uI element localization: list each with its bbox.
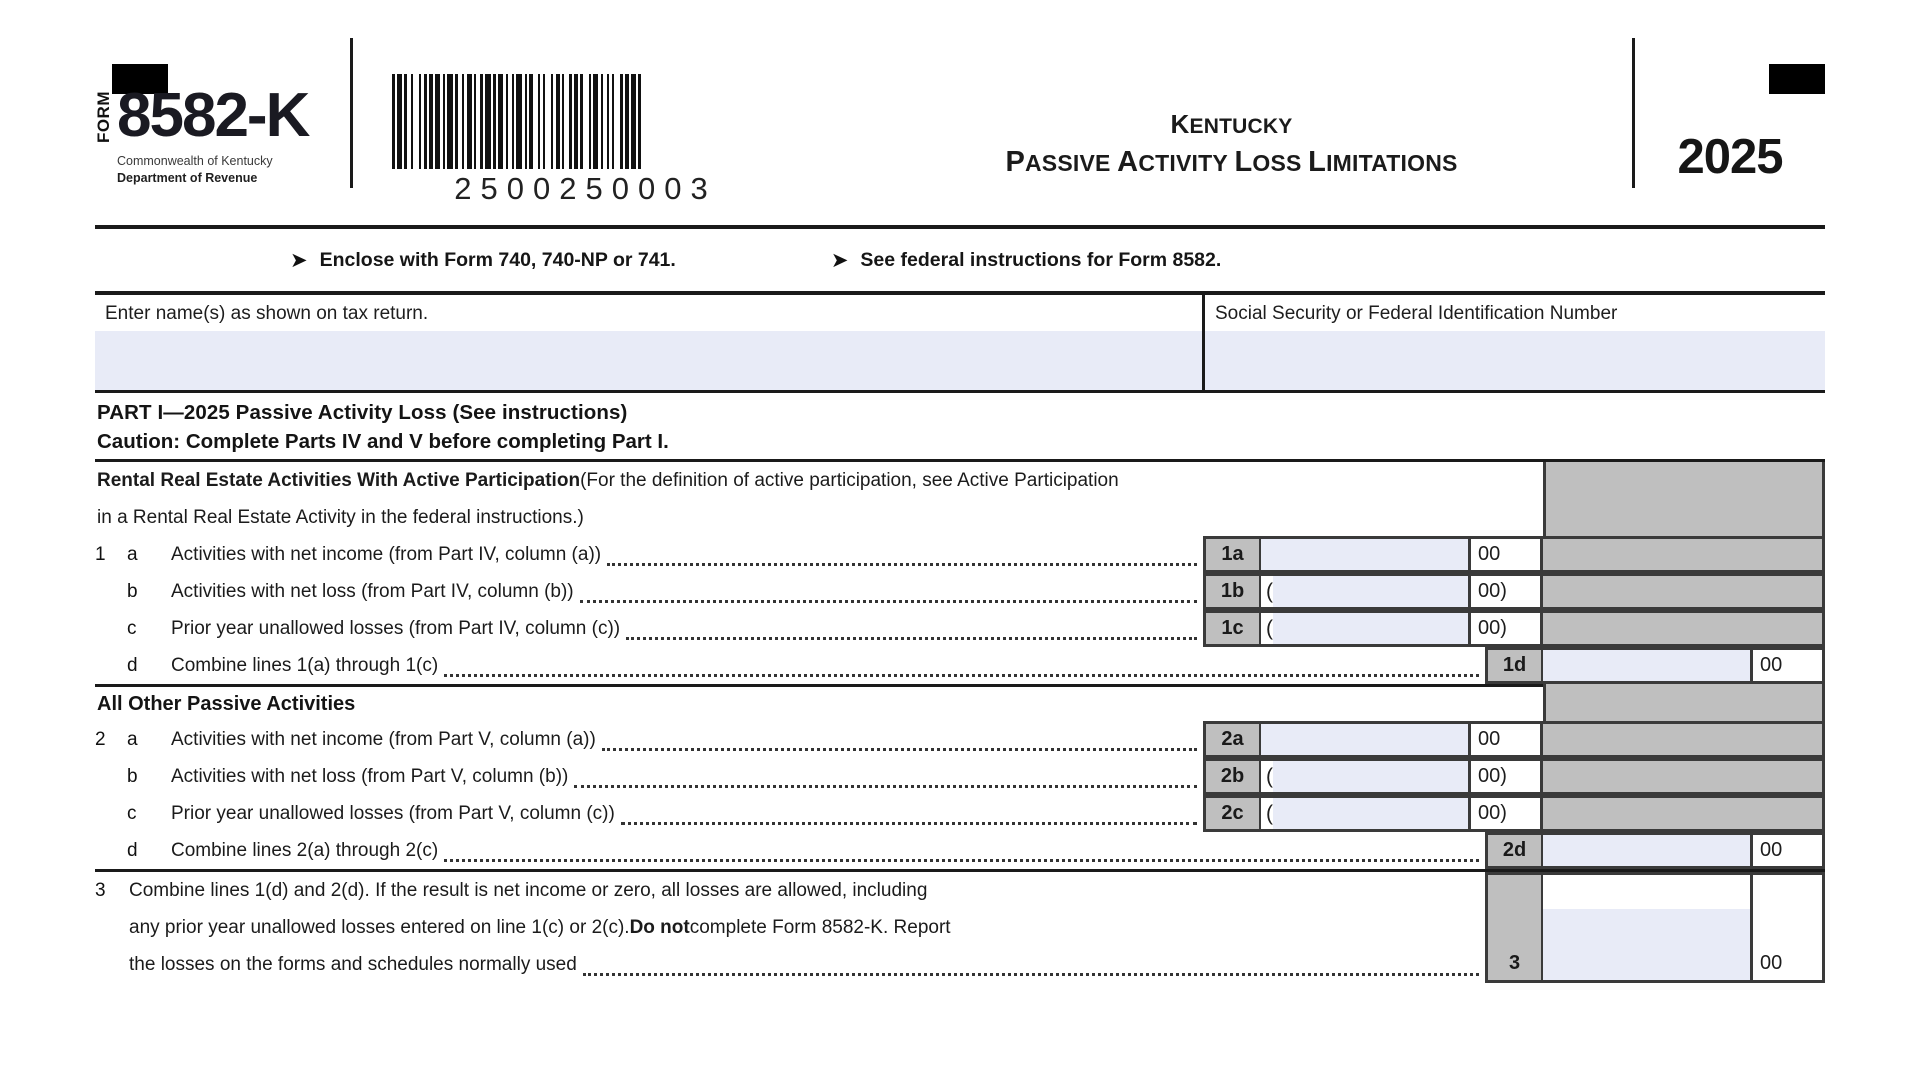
- enclose-instruction-2: [831, 249, 1221, 272]
- line3-number-blank: [95, 909, 127, 946]
- line3-row-2: [95, 909, 1825, 946]
- cents-label: 00): [1471, 573, 1543, 610]
- gray-filler: [1543, 721, 1825, 758]
- form-line-row: [95, 795, 1825, 832]
- amount-input[interactable]: [1543, 832, 1753, 869]
- line2-rows: [95, 721, 1825, 869]
- form-line-row: [95, 536, 1825, 573]
- leader-dots: [621, 821, 1197, 825]
- leader-dots: [580, 599, 1197, 603]
- line3-box-spacer-mid: [1485, 909, 1543, 946]
- amount-input[interactable]: [1261, 721, 1471, 758]
- other-passive-section: [95, 684, 1825, 869]
- line-letter: d: [127, 839, 138, 861]
- line-number-box: 1a: [1203, 536, 1261, 573]
- gray-filler: [1543, 462, 1825, 499]
- rental-heading-text-2: in a Rental Real Estate Activity in the federal instructions.): [97, 506, 584, 528]
- title-state: KENTUCKY: [1170, 108, 1293, 139]
- line-description: Combine lines 1(a) through 1(c): [171, 654, 439, 676]
- amount-input[interactable]: [1261, 758, 1471, 795]
- line-number-box: 1b: [1203, 573, 1261, 610]
- form-line-row: [95, 573, 1825, 610]
- line-description: Combine lines 2(a) through 2(c): [171, 839, 439, 861]
- gray-filler: [1543, 536, 1825, 573]
- line-letter: a: [127, 543, 138, 565]
- leader-dots: [574, 784, 1197, 788]
- amount-input[interactable]: [1261, 536, 1471, 573]
- form-line-row: [95, 647, 1825, 684]
- part1-heading: PART I—2025 Passive Activity Loss (See instructions): [97, 401, 628, 424]
- leader-dots: [607, 562, 1197, 566]
- cents-label: 00): [1471, 610, 1543, 647]
- rental-section: [95, 462, 1825, 684]
- form-line-row: [95, 832, 1825, 869]
- line-description: Prior year unallowed losses (from Part V, column (c)): [171, 802, 615, 824]
- line3-amount-spacer-top: [1543, 872, 1753, 909]
- line-letter: d: [127, 654, 138, 676]
- open-paren: (: [1261, 761, 1273, 792]
- line-number-box: 2b: [1203, 758, 1261, 795]
- line-number-box: 1d: [1485, 647, 1543, 684]
- leader-dots: [626, 636, 1197, 640]
- open-paren: (: [1261, 798, 1273, 829]
- leader-dots: [602, 747, 1197, 751]
- amount-input[interactable]: [1261, 610, 1471, 647]
- enclose-instruction-1-text: Enclose with Form 740, 740-NP or 741.: [319, 248, 676, 271]
- gray-filler: [1543, 499, 1825, 536]
- line-number-box: 2c: [1203, 795, 1261, 832]
- ssn-field-group: [1205, 295, 1825, 390]
- amount-input[interactable]: [1543, 647, 1753, 684]
- line3-number-blank2: [95, 946, 127, 983]
- form-word-label: FORM: [94, 91, 113, 144]
- line-number: [95, 795, 127, 832]
- line3-box-spacer-top: [1485, 872, 1543, 909]
- line3-cents: 00: [1753, 946, 1825, 983]
- title-main: PASSIVE ACTIVITY LOSS LIMITATIONS: [1005, 146, 1458, 179]
- header-divider-left: [350, 38, 353, 188]
- line1-rows: [95, 536, 1825, 684]
- line-letter: c: [127, 802, 137, 824]
- cents-label: 00: [1753, 832, 1825, 869]
- line3-number: 3: [95, 879, 106, 901]
- agency-block: [117, 153, 308, 188]
- leader-dots: [444, 673, 1479, 677]
- form-identity-block: [95, 65, 350, 225]
- rental-heading-row-2: [95, 499, 1825, 536]
- part1-caution: Caution: Complete Parts IV and V before completing Part I.: [95, 427, 1825, 462]
- name-field-label: Enter name(s) as shown on tax return.: [105, 303, 429, 324]
- other-passive-heading: All Other Passive Activities: [95, 684, 1543, 721]
- line3-section: [95, 869, 1825, 983]
- gray-filler: [1543, 684, 1825, 721]
- leader-dots: [444, 858, 1479, 862]
- line3-text-1: Combine lines 1(d) and 2(d). If the result is net income or zero, all losses are allowed, including: [129, 879, 928, 901]
- form-line-row: [95, 721, 1825, 758]
- line-number: [95, 573, 127, 610]
- ssn-input[interactable]: [1205, 331, 1825, 390]
- line3-row-3: [95, 946, 1825, 983]
- leader-dots: [583, 972, 1479, 976]
- agency-commonwealth: Commonwealth of Kentucky: [117, 154, 273, 169]
- cents-label: 00: [1471, 536, 1543, 573]
- line-description: Activities with net loss (from Part IV, column (b)): [171, 580, 574, 602]
- arrow-icon: ➤: [830, 248, 849, 272]
- name-field-group: [95, 295, 1205, 390]
- barcode-digits: 2500250003: [454, 171, 717, 206]
- open-paren: (: [1261, 576, 1273, 607]
- amount-input[interactable]: [1261, 795, 1471, 832]
- line-number: [95, 610, 127, 647]
- line-number-box: 2d: [1485, 832, 1543, 869]
- line-number: 1: [95, 543, 106, 565]
- line3-row-1: [95, 872, 1825, 909]
- line3-cents-spacer-top: [1753, 872, 1825, 909]
- cents-label: 00: [1753, 647, 1825, 684]
- form-number: 8582-K: [117, 81, 309, 150]
- line3-amount-input[interactable]: [1543, 946, 1753, 983]
- barcode-image: [392, 74, 770, 169]
- line-number: [95, 832, 127, 869]
- cents-label: 00: [1471, 721, 1543, 758]
- line3-text-3: the losses on the forms and schedules normally used: [129, 953, 577, 975]
- enclose-instructions-row: [95, 229, 1825, 291]
- enclose-instruction-2-text: See federal instructions for Form 8582.: [860, 248, 1222, 271]
- name-input[interactable]: [95, 331, 1202, 390]
- line-number: [95, 758, 127, 795]
- form-title-block: [791, 108, 1632, 225]
- form-line-row: [95, 758, 1825, 795]
- gray-filler: [1543, 795, 1825, 832]
- line3-number-box: 3: [1485, 946, 1543, 983]
- line-letter: b: [127, 580, 138, 602]
- barcode-block: [371, 74, 791, 225]
- line3-cents-spacer-mid: [1753, 909, 1825, 946]
- other-heading-row: [95, 684, 1825, 721]
- rental-heading-row-1: [95, 462, 1825, 499]
- line-description: Activities with net income (from Part IV, column (a)): [171, 543, 602, 565]
- line-number-box: 1c: [1203, 610, 1261, 647]
- amount-input[interactable]: [1261, 573, 1471, 610]
- gray-filler: [1543, 610, 1825, 647]
- line-description: Activities with net loss (from Part V, column (b)): [171, 765, 569, 787]
- line3-amount-spacer-mid: [1543, 909, 1753, 946]
- ssn-field-label: Social Security or Federal Identification Number: [1215, 303, 1618, 324]
- line-number: 2: [95, 728, 106, 750]
- tax-year-block: [1635, 129, 1825, 225]
- open-paren: (: [1261, 613, 1273, 644]
- line-number-box: 2a: [1203, 721, 1261, 758]
- line3-text-2: any prior year unallowed losses entered on line 1(c) or 2(c). Do not complete Form 8582-K. Report: [129, 916, 951, 938]
- rental-heading-text-1: Rental Real Estate Activities With Active Participation (For the definition of active participation, see Active Participation: [97, 469, 1119, 491]
- form-line-row: [95, 610, 1825, 647]
- agency-department: Department of Revenue: [117, 171, 258, 186]
- enclose-instruction-1: [290, 249, 676, 272]
- tax-year: 2025: [1677, 130, 1783, 184]
- form-header: [95, 0, 1825, 225]
- cents-label: 00): [1471, 758, 1543, 795]
- line-number: [95, 647, 127, 684]
- cents-label: 00): [1471, 795, 1543, 832]
- line-letter: b: [127, 765, 138, 787]
- gray-filler: [1543, 758, 1825, 795]
- taxpayer-identification-band: [95, 291, 1825, 393]
- arrow-icon: ➤: [290, 248, 308, 272]
- line-letter: a: [127, 728, 138, 750]
- line-description: Activities with net income (from Part V, column (a)): [171, 728, 596, 750]
- line-letter: c: [127, 617, 137, 639]
- line-description: Prior year unallowed losses (from Part IV, column (c)): [171, 617, 621, 639]
- gray-filler: [1543, 573, 1825, 610]
